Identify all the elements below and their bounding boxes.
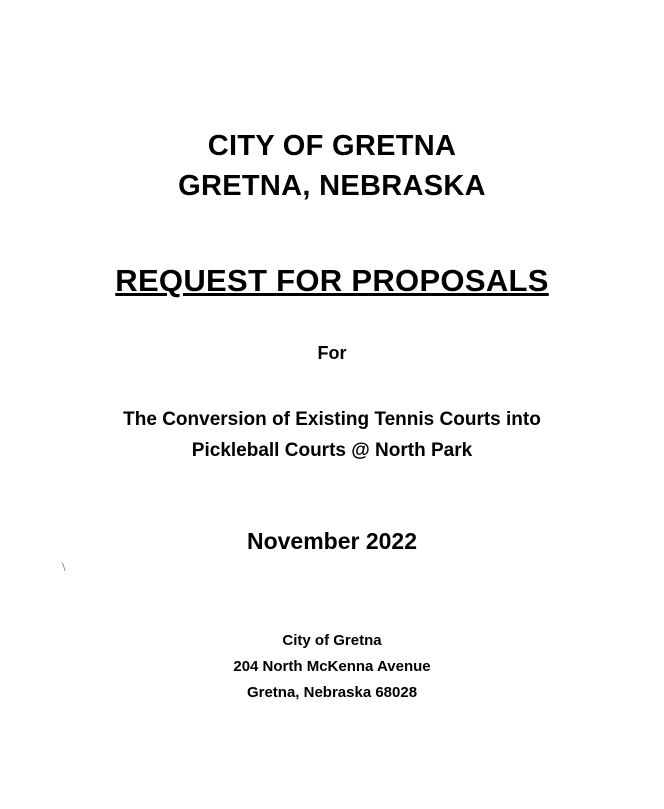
for-label: For <box>317 343 347 363</box>
address-line-2: 204 North McKenna Avenue <box>233 658 431 675</box>
subject-line-2: Pickleball Courts @ North Park <box>191 440 473 461</box>
organization-line-1: CITY OF GRETNA <box>207 130 457 162</box>
address-line-3: Gretna, Nebraska 68028 <box>246 684 418 701</box>
subject-block <box>0 404 664 466</box>
document-date: November 2022 <box>246 528 418 554</box>
subject-line-1: The Conversion of Existing Tennis Courts into <box>123 409 541 430</box>
address-line-1: City of Gretna <box>282 632 382 649</box>
stray-pen-mark: \ <box>62 559 66 574</box>
organization-title-block <box>0 126 664 206</box>
page-title: REQUEST FOR PROPOSALS <box>115 263 549 298</box>
address-block <box>0 628 664 706</box>
organization-line-2: GRETNA, NEBRASKA <box>178 170 486 202</box>
